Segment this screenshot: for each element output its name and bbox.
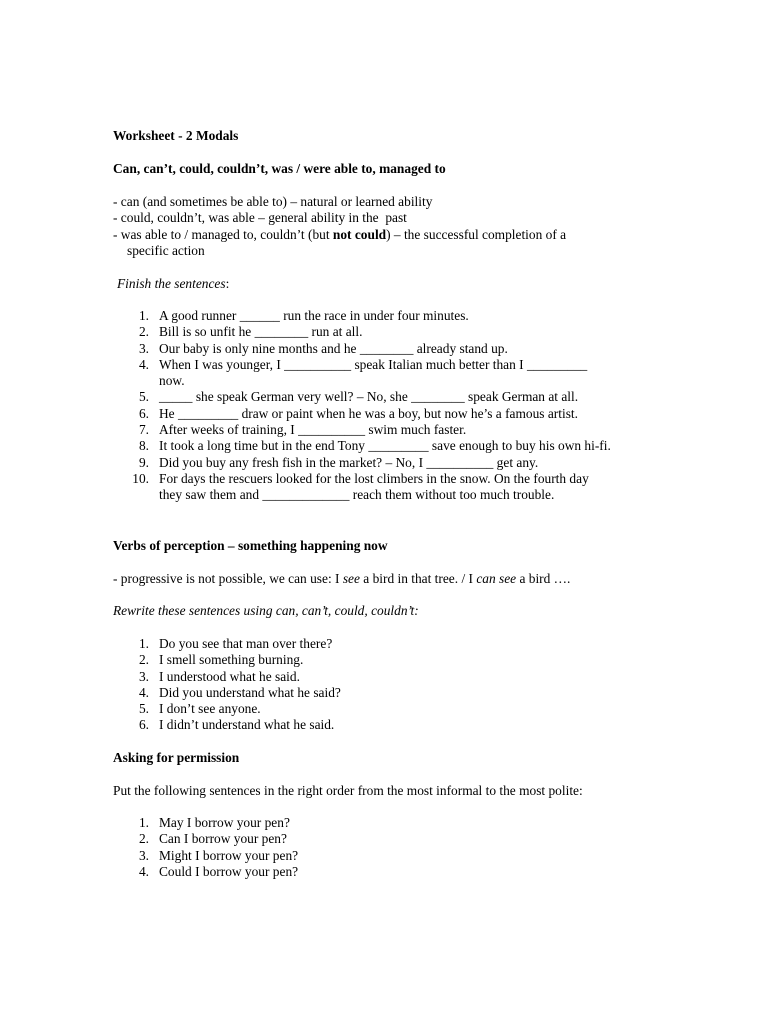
item-number: 7. (138, 422, 149, 438)
item-number: 5. (138, 389, 149, 405)
list-item (113, 389, 693, 405)
section2-instruction: Rewrite these sentences using can, can’t, could, couldn’t: (113, 603, 419, 618)
section2-note-can-see: can see (476, 571, 517, 586)
section2-heading: Verbs of perception – something happening now (113, 538, 388, 553)
item-text: Could I borrow your pen? (159, 863, 299, 879)
item-text: I smell something burning. (159, 652, 304, 668)
item-number: 10. (132, 470, 149, 486)
note-was-able-post: ) – the successful completion of a (386, 226, 567, 242)
item-number: 2. (138, 324, 149, 340)
list-item (113, 438, 693, 454)
note-not-could: not could (332, 226, 387, 242)
item-number: 1. (138, 636, 149, 651)
section1-notes (113, 194, 693, 259)
item-number: 3. (138, 668, 149, 684)
worksheet-title: Worksheet - 2 Modals (113, 128, 239, 143)
section3-list-wrap (113, 815, 693, 880)
item-number: 4. (138, 684, 149, 700)
item-number: 2. (138, 831, 149, 847)
section3-list (113, 815, 693, 880)
item-number: 1. (138, 815, 149, 830)
item-number: 2. (138, 652, 149, 668)
section2-note (113, 571, 693, 587)
note-could: - could, couldn’t, was able – general ability in the past (113, 210, 407, 226)
item-text: I don’t see anyone. (159, 701, 261, 717)
item-text: _____ she speak German very well? – No, she ________ speak German at all. (159, 389, 579, 405)
section1-list-wrap (113, 308, 693, 504)
item-number: 6. (138, 405, 149, 421)
list-item (113, 848, 693, 864)
item-number: 3. (138, 847, 149, 863)
list-item (113, 831, 693, 847)
item-number: 1. (138, 308, 149, 323)
item-text-continued: they saw them and _____________ reach them without too much trouble. (159, 487, 555, 503)
item-text: He _________ draw or paint when he was a boy, but now he’s a famous artist. (159, 405, 578, 421)
list-item (113, 815, 693, 831)
item-text: A good runner ______ run the race in under four minutes. (159, 308, 469, 323)
note-was-able-cont: specific action (127, 242, 205, 258)
section2-note-see: see (342, 571, 360, 586)
list-item (113, 669, 693, 685)
item-number: 5. (138, 701, 149, 717)
item-text: It took a long time but in the end Tony _________ save enough to buy his own hi-fi. (159, 438, 611, 454)
section1-instruction-colon: : (225, 276, 230, 291)
item-number: 4. (138, 356, 149, 372)
item-number: 6. (138, 717, 149, 733)
item-number: 8. (138, 438, 149, 454)
section2-note-p3: a bird …. (516, 571, 571, 586)
list-item (113, 701, 693, 717)
item-text: Did you buy any fresh fish in the market? – No, I __________ get any. (159, 454, 539, 470)
item-text: I understood what he said. (159, 668, 300, 684)
list-item (113, 422, 693, 438)
section2-list-wrap (113, 636, 693, 734)
item-text: Do you see that man over there? (159, 636, 333, 651)
note-can: - can (and sometimes be able to) – natural or learned ability (113, 194, 433, 209)
item-text: May I borrow your pen? (159, 815, 290, 830)
list-item (113, 717, 693, 733)
list-item (113, 308, 693, 324)
list-item (113, 864, 693, 880)
item-text-continued: now. (159, 373, 185, 389)
section2-note-p2: a bird in that tree. / I (359, 571, 477, 586)
section1-list (113, 308, 693, 504)
list-item (113, 471, 693, 504)
section2-list (113, 636, 693, 734)
item-text: When I was younger, I __________ speak Italian much better than I _________ (159, 356, 588, 372)
note-was-able-pre: - was able to / managed to, couldn’t (but (113, 226, 333, 242)
item-text: Did you understand what he said? (159, 684, 341, 700)
item-text: Can I borrow your pen? (159, 831, 287, 847)
list-item (113, 324, 693, 340)
item-number: 9. (138, 454, 149, 470)
list-item (113, 341, 693, 357)
item-text: Might I borrow your pen? (159, 847, 299, 863)
list-item (113, 455, 693, 471)
section1-instruction (117, 276, 697, 292)
item-text: Our baby is only nine months and he ________ already stand up. (159, 340, 508, 356)
item-number: 4. (138, 863, 149, 879)
section3-heading: Asking for permission (113, 750, 240, 765)
section1-instruction-text: Finish the sentences (117, 276, 226, 291)
note-was-able (113, 227, 693, 243)
section2-note-p1: - progressive is not possible, we can use: I (113, 571, 343, 586)
section1-heading: Can, can’t, could, couldn’t, was / were able to, managed to (113, 161, 446, 176)
item-text: For days the rescuers looked for the lost climbers in the snow. On the fourth day (159, 470, 589, 486)
section3-instruction: Put the following sentences in the right order from the most informal to the most polite: (113, 783, 583, 798)
item-text: Bill is so unfit he ________ run at all. (159, 324, 363, 340)
list-item (113, 406, 693, 422)
item-text: After weeks of training, I __________ swim much faster. (159, 422, 467, 438)
list-item (113, 652, 693, 668)
list-item (113, 685, 693, 701)
list-item (113, 636, 693, 652)
item-text: I didn’t understand what he said. (159, 717, 335, 733)
item-number: 3. (138, 340, 149, 356)
list-item (113, 357, 693, 390)
